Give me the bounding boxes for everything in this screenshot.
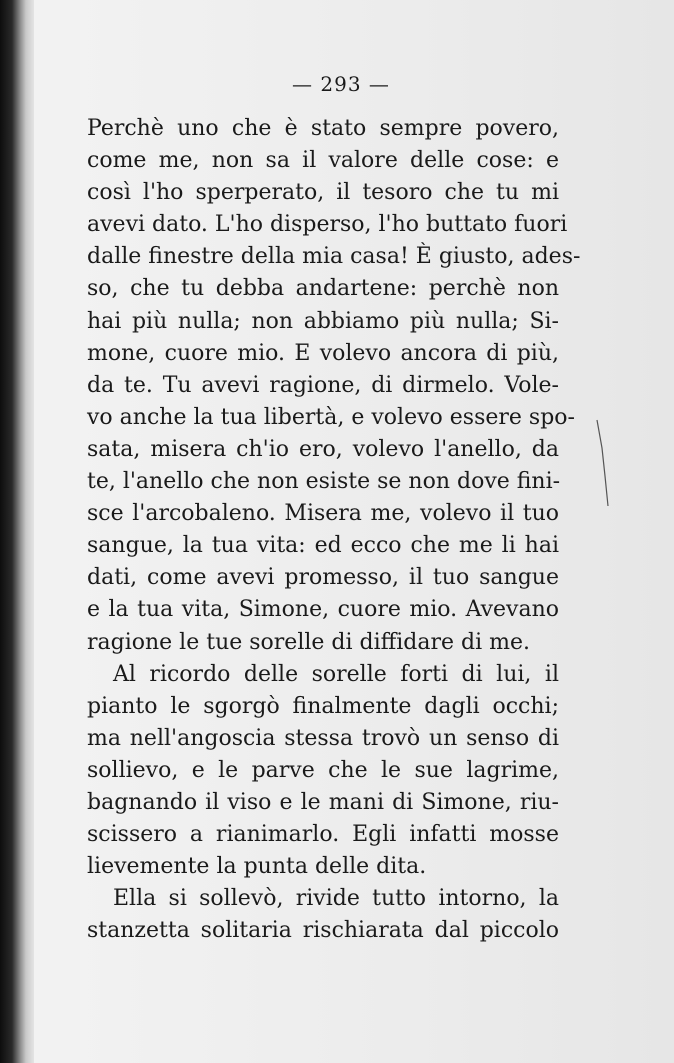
- text-line: bagnando il viso e le mani di Simone, riu-: [87, 789, 559, 815]
- page-number: — 293 —: [292, 72, 390, 96]
- text-line: come me, non sa il valore delle cose: e: [87, 148, 559, 174]
- text-line-paragraph-end: ragione le tue sorelle di diffidare di me.: [87, 629, 531, 655]
- text-line: dalle finestre della mia casa! È giusto, ades-: [87, 244, 581, 270]
- text-line-paragraph-end: lievemente la punta delle dita.: [87, 854, 427, 880]
- text-line: te, l'anello che non esiste se non dove fini-: [87, 469, 561, 495]
- body-text: [87, 113, 581, 947]
- text-line: così l'ho sperperato, il tesoro che tu mi: [87, 180, 559, 206]
- margin-pencil-mark: [596, 418, 610, 508]
- text-line: mone, cuore mio. E volevo ancora di più,: [87, 340, 559, 366]
- text-line: avevi dato. L'ho disperso, l'ho buttato fuori: [87, 212, 568, 238]
- text-line: so, che tu debba andartene: perchè non: [87, 276, 559, 302]
- text-line: ma nell'angoscia stessa trovò un senso di: [87, 725, 559, 751]
- text-line: da te. Tu avevi ragione, di dirmelo. Vole-: [87, 372, 559, 398]
- text-line: hai più nulla; non abbiamo più nulla; Si-: [87, 308, 559, 334]
- text-line: stanzetta solitaria rischiarata dal piccolo: [87, 918, 559, 944]
- text-line: scissero a rianimarlo. Egli infatti mosse: [87, 822, 559, 848]
- book-spine-shadow: [0, 0, 34, 1063]
- text-line: sce l'arcobaleno. Misera me, volevo il tuo: [87, 501, 559, 527]
- text-line: e la tua vita, Simone, cuore mio. Avevano: [87, 597, 559, 623]
- text-line-paragraph-start: Ella si sollevò, rivide tutto intorno, la: [113, 886, 559, 912]
- text-line: dati, come avevi promesso, il tuo sangue: [87, 565, 559, 591]
- text-line-paragraph-start: Al ricordo delle sorelle forti di lui, il: [113, 661, 559, 687]
- text-line: Perchè uno che è stato sempre povero,: [87, 116, 559, 141]
- text-line: sata, misera ch'io ero, volevo l'anello, da: [87, 436, 559, 462]
- text-line: sollievo, e le parve che le sue lagrime,: [87, 757, 559, 783]
- text-line: vo anche la tua libertà, e volevo essere spo-: [87, 404, 575, 430]
- text-line: sangue, la tua vita: ed ecco che me li hai: [87, 533, 559, 559]
- text-line: pianto le sgorgò finalmente dagli occhi;: [87, 693, 559, 719]
